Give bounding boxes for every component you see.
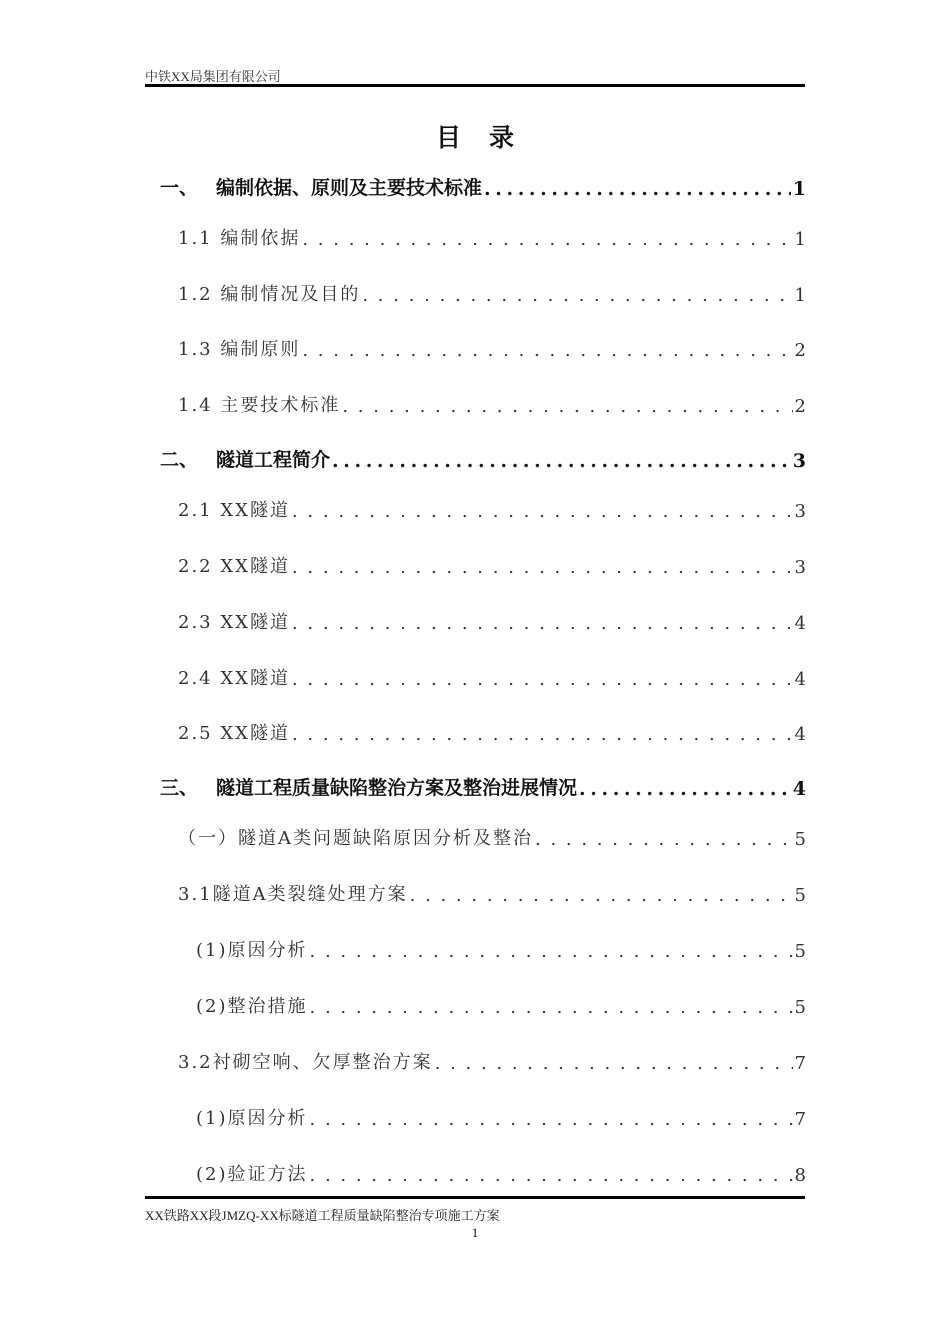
toc-entry-3-2-1[interactable] [0, 1100, 806, 1130]
toc-entry-3-2[interactable] [0, 1044, 806, 1074]
toc-entry-2-2[interactable] [0, 548, 806, 578]
toc-entry-page: 7 [794, 1109, 806, 1130]
toc-entry-2-4[interactable] [0, 660, 806, 690]
toc-entry-label: 隧道工程简介 [216, 449, 331, 471]
toc-entry-label: 1.2 编制情况及目的 [178, 284, 361, 305]
toc-entry-1-1[interactable] [0, 220, 806, 250]
toc-dot-leader [410, 885, 793, 906]
toc-entry-label: 3.1隧道A类裂缝处理方案 [178, 884, 408, 905]
toc-title: 目录 [435, 123, 542, 152]
toc-entry-page: 1 [794, 285, 806, 306]
toc-entry-part-1[interactable] [0, 820, 806, 850]
toc-entry-chapter-1[interactable] [0, 170, 806, 200]
header-rule-thick [145, 84, 805, 87]
toc-dot-leader [342, 396, 792, 417]
toc-entry-3-1-1[interactable] [0, 932, 806, 962]
toc-entry-page: 4 [794, 724, 806, 745]
toc-entry-page: 5 [794, 829, 806, 850]
toc-dot-leader [302, 229, 792, 250]
toc-entry-page: 5 [794, 885, 806, 906]
toc-entry-page: 5 [794, 941, 806, 962]
toc-entry-label: （一）隧道A类问题缺陷原因分析及整治 [178, 828, 533, 849]
toc-dot-leader [292, 613, 793, 634]
toc-dot-leader [292, 669, 793, 690]
toc-entry-chapter-2[interactable] [0, 442, 806, 472]
toc-entry-3-2-2[interactable] [0, 1156, 806, 1186]
toc-entry-3-1-2[interactable] [0, 988, 806, 1018]
toc-entry-number: 二、 [160, 449, 199, 471]
toc-dot-leader [579, 778, 791, 800]
toc-entry-page: 4 [794, 613, 806, 634]
toc-entry-1-2[interactable] [0, 276, 806, 306]
footer-document-title: XX铁路XX段JMZQ-XX标隧道工程质量缺陷整治专项施工方案 [145, 1208, 500, 1223]
toc-entry-page: 2 [794, 396, 806, 417]
toc-dot-leader [435, 1053, 793, 1074]
toc-entry-1-3[interactable] [0, 331, 806, 361]
header-company-name: 中铁XX局集团有限公司 [145, 69, 281, 84]
toc-entry-label: 2.3 XX隧道 [178, 612, 290, 633]
toc-dot-leader [535, 829, 793, 850]
toc-entry-2-5[interactable] [0, 715, 806, 745]
toc-entry-page: 8 [794, 1165, 806, 1186]
toc-entry-label: (2)验证方法 [196, 1164, 308, 1185]
toc-entry-page: 7 [794, 1053, 806, 1074]
toc-entry-label: 1.3 编制原则 [178, 339, 301, 360]
toc-entry-1-4[interactable] [0, 387, 806, 417]
toc-entry-page: 3 [794, 557, 806, 578]
toc-entry-label: 隧道工程质量缺陷整治方案及整治进展情况 [216, 777, 578, 799]
toc-entry-page: 4 [794, 669, 806, 690]
toc-entry-page: 2 [794, 340, 806, 361]
toc-entry-label: (1)原因分析 [196, 1108, 308, 1129]
footer-rule [145, 1196, 805, 1199]
toc-entry-label: 2.1 XX隧道 [178, 500, 290, 521]
toc-entry-label: 3.2衬砌空响、欠厚整治方案 [178, 1052, 433, 1073]
toc-entry-label: 2.4 XX隧道 [178, 668, 290, 689]
toc-dot-leader [362, 285, 792, 306]
toc-entry-page: 3 [792, 450, 806, 472]
toc-entry-label: (2)整治措施 [196, 996, 308, 1017]
toc-entry-label: 2.5 XX隧道 [178, 723, 290, 744]
toc-dot-leader [484, 178, 791, 200]
toc-dot-leader [292, 724, 793, 745]
toc-entry-chapter-3[interactable] [0, 770, 806, 800]
toc-dot-leader [310, 997, 793, 1018]
toc-entry-2-1[interactable] [0, 492, 806, 522]
toc-entry-label: 2.2 XX隧道 [178, 556, 290, 577]
toc-entry-number: 三、 [160, 777, 199, 799]
toc-entry-page: 1 [794, 229, 806, 250]
toc-entry-label: 1.1 编制依据 [178, 228, 301, 249]
toc-entry-label: (1)原因分析 [196, 940, 308, 961]
toc-entry-page: 3 [794, 501, 806, 522]
toc-entry-page: 4 [792, 778, 806, 800]
toc-dot-leader [310, 1109, 793, 1130]
toc-entry-page: 1 [792, 178, 806, 200]
toc-dot-leader [302, 340, 792, 361]
toc-entry-2-3[interactable] [0, 604, 806, 634]
toc-dot-leader [310, 1165, 793, 1186]
page-number: 1 [471, 1225, 479, 1240]
toc-entry-3-1[interactable] [0, 876, 806, 906]
toc-dot-leader [292, 557, 793, 578]
toc-entry-number: 一、 [160, 177, 199, 199]
toc-entry-label: 编制依据、原则及主要技术标准 [216, 177, 483, 199]
toc-dot-leader [292, 501, 793, 522]
toc-dot-leader [332, 450, 791, 472]
toc-entry-page: 5 [794, 997, 806, 1018]
toc-dot-leader [310, 941, 793, 962]
toc-entry-label: 1.4 主要技术标准 [178, 395, 341, 416]
